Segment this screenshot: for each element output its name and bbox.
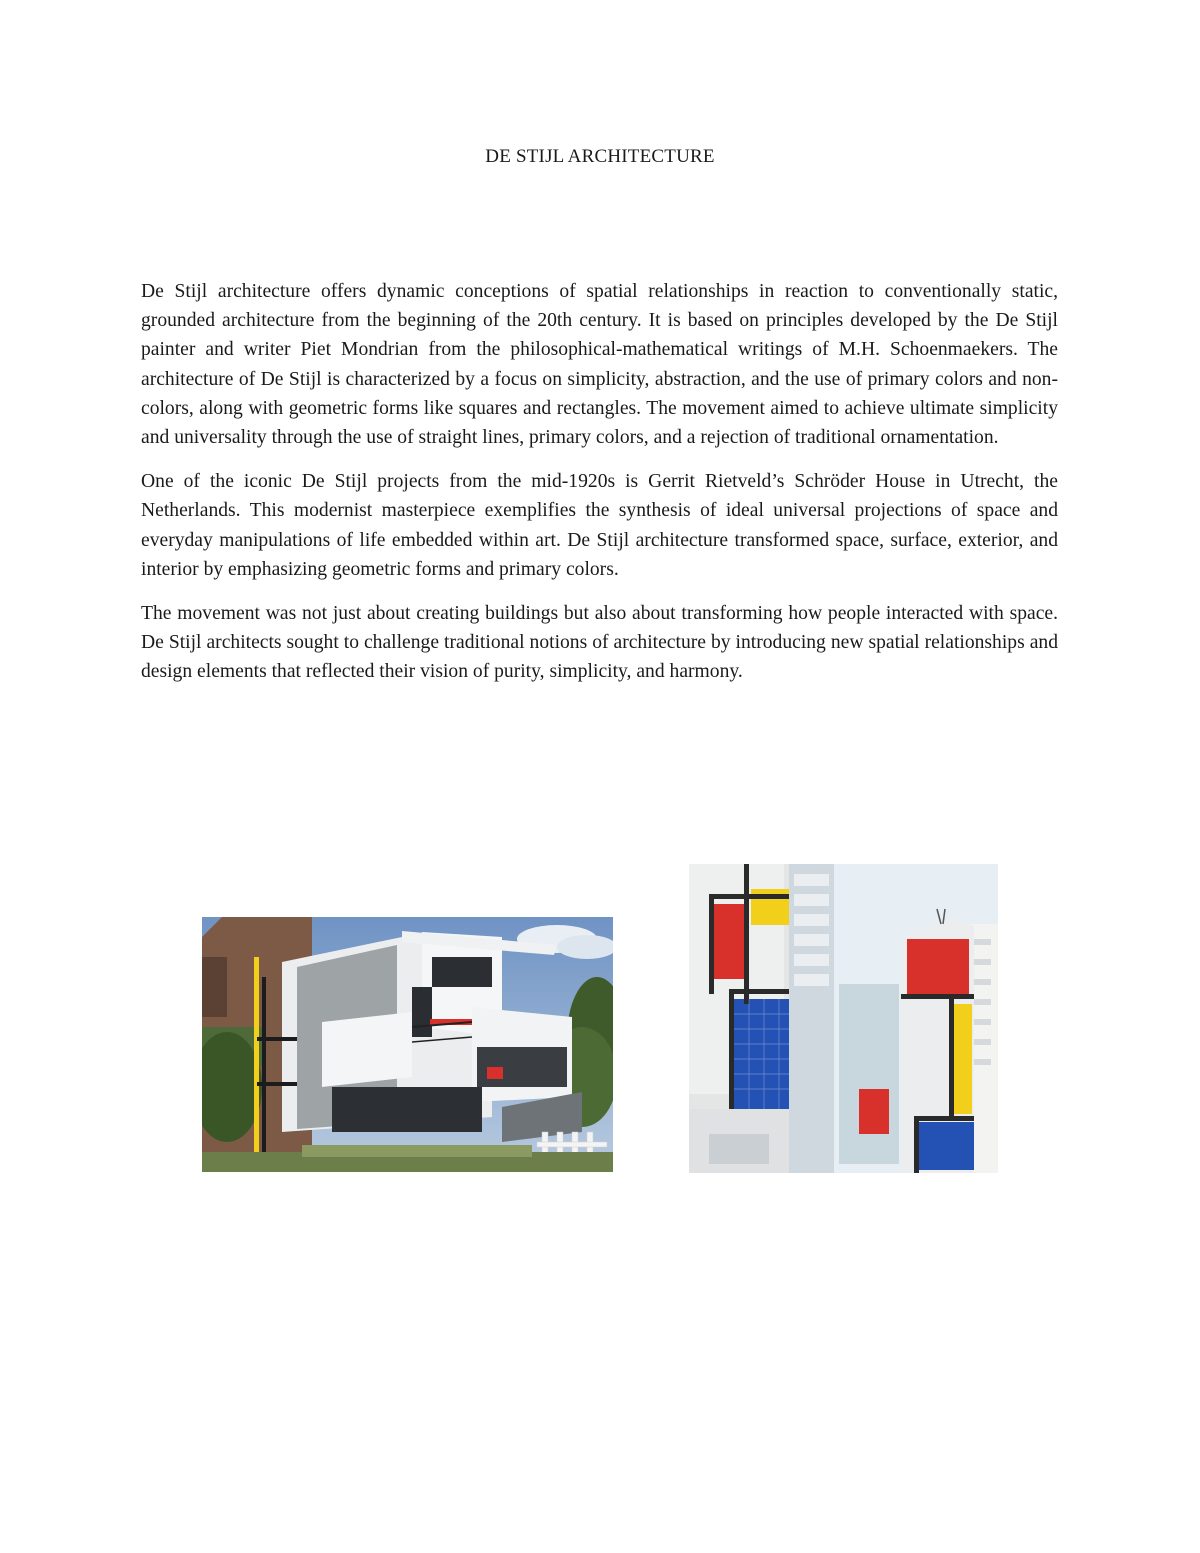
- paragraph-2: One of the iconic De Stijl projects from the mid-1920s is Gerrit Rietveld’s Schröder House in Utrecht, the Netherlands. This modernist masterpiece exemplifies the synthesis of ideal universal projections of space and everyday manipulations of life embedded within art. De Stijl architecture transformed space, surface, exterior, and interior by emphasizing geometric forms and primary colors.: [141, 471, 1058, 580]
- schroder-house-photo: [202, 917, 613, 1172]
- paragraph-3: The movement was not just about creating buildings but also about transforming how people interacted with space. De Stijl architects sought to challenge traditional notions of architecture by introducing new spatial relationships and design elements that reflected their vision of purity, simplicity, and harmony.: [141, 603, 1058, 683]
- mondrian-facade-photo: [689, 864, 998, 1173]
- mondrian-facade-illustration: [689, 864, 998, 1173]
- document-body: [141, 277, 1058, 702]
- document-title: DE STIJL ARCHITECTURE: [485, 146, 715, 167]
- paragraph-1: De Stijl architecture offers dynamic conceptions of spatial relationships in reaction to conventionally static, grounded architecture from the beginning of the 20th century. It is based on principles developed by the De Stijl painter and writer Piet Mondrian from the philosophical-mathematical writings of M.H. Schoenmaekers. The architecture of De Stijl is characterized by a focus on simplicity, abstraction, and the use of primary colors and non-colors, along with geometric forms like squares and rectangles. The movement aimed to achieve ultimate simplicity and universality through the use of straight lines, primary colors, and a rejection of traditional ornamentation.: [141, 281, 1058, 449]
- schroder-house-illustration: [202, 917, 613, 1172]
